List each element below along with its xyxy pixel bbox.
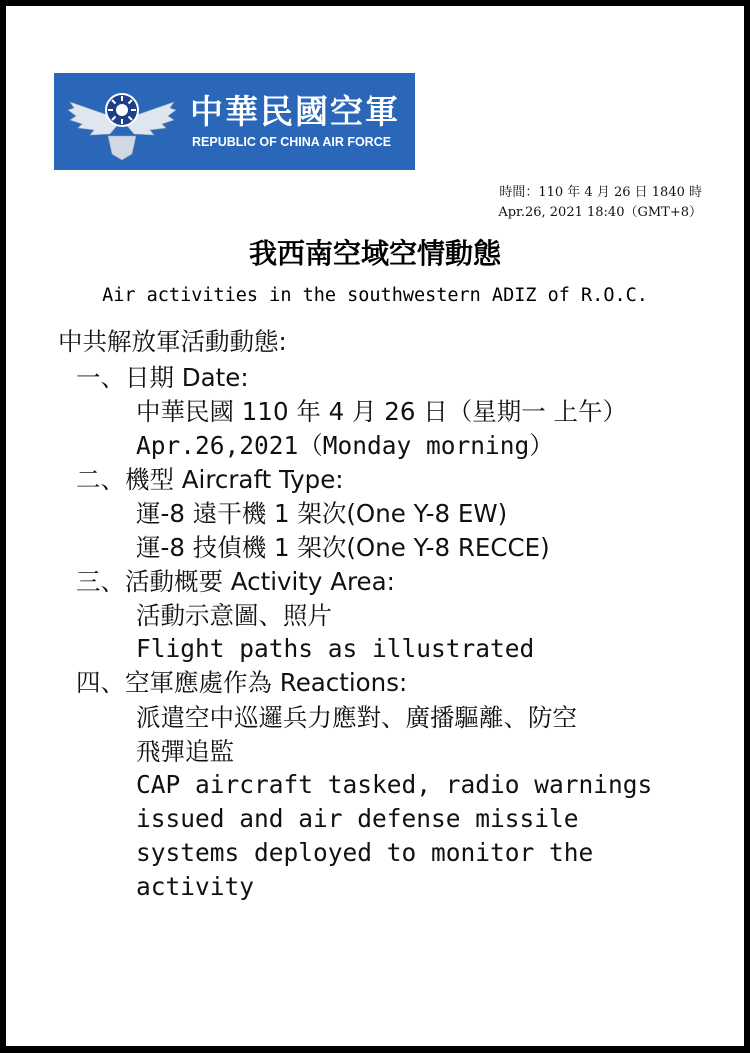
reactions-chinese-line-1: 派遣空中巡邏兵力應對、廣播驅離、防空 bbox=[136, 703, 577, 732]
date-english: Apr.26,2021（Monday morning） bbox=[136, 431, 554, 460]
timestamp-chinese: 時間：110 年 4 月 26 日 1840 時 bbox=[499, 185, 702, 200]
reactions-english-line-3: systems deployed to monitor the bbox=[136, 838, 594, 867]
aircraft-type-line-2: 運-8 技偵機 1 架次(One Y-8 RECCE) bbox=[136, 533, 550, 562]
timestamp-block bbox=[498, 183, 702, 223]
reactions-english-line-2: issued and air defense missile bbox=[136, 804, 579, 833]
activity-area-english: Flight paths as illustrated bbox=[136, 634, 535, 663]
date-chinese: 中華民國 110 年 4 月 26 日（星期一 上午） bbox=[136, 397, 628, 426]
document-subtitle: Air activities in the southwestern ADIZ of R.O.C. bbox=[102, 285, 648, 306]
document-page bbox=[6, 6, 744, 1046]
reactions-chinese-line-2: 飛彈追監 bbox=[136, 737, 234, 766]
date-heading: 一、日期 Date: bbox=[76, 363, 249, 392]
logo-english-name: REPUBLIC OF CHINA AIR FORCE bbox=[192, 135, 392, 149]
activity-area-chinese: 活動示意圖、照片 bbox=[136, 601, 332, 630]
logo-chinese-name: 中華民國空軍 bbox=[190, 92, 400, 131]
reactions-english-line-4: activity bbox=[136, 872, 255, 901]
section-heading: 中共解放軍活動動態: bbox=[58, 327, 287, 356]
roc-air-force-emblem-icon bbox=[66, 80, 178, 164]
timestamp-english: Apr.26, 2021 18:40（GMT+8） bbox=[498, 205, 702, 220]
aircraft-type-line-1: 運-8 遠干機 1 架次(One Y-8 EW) bbox=[136, 499, 508, 528]
reactions-english-line-1: CAP aircraft tasked, radio warnings bbox=[136, 770, 653, 799]
aircraft-type-heading: 二、機型 Aircraft Type: bbox=[76, 465, 344, 494]
document-title: 我西南空域空情動態 bbox=[248, 237, 501, 270]
air-force-logo-banner bbox=[54, 73, 415, 170]
reactions-heading: 四、空軍應處作為 Reactions: bbox=[76, 668, 408, 697]
activity-area-heading: 三、活動概要 Activity Area: bbox=[76, 567, 395, 596]
